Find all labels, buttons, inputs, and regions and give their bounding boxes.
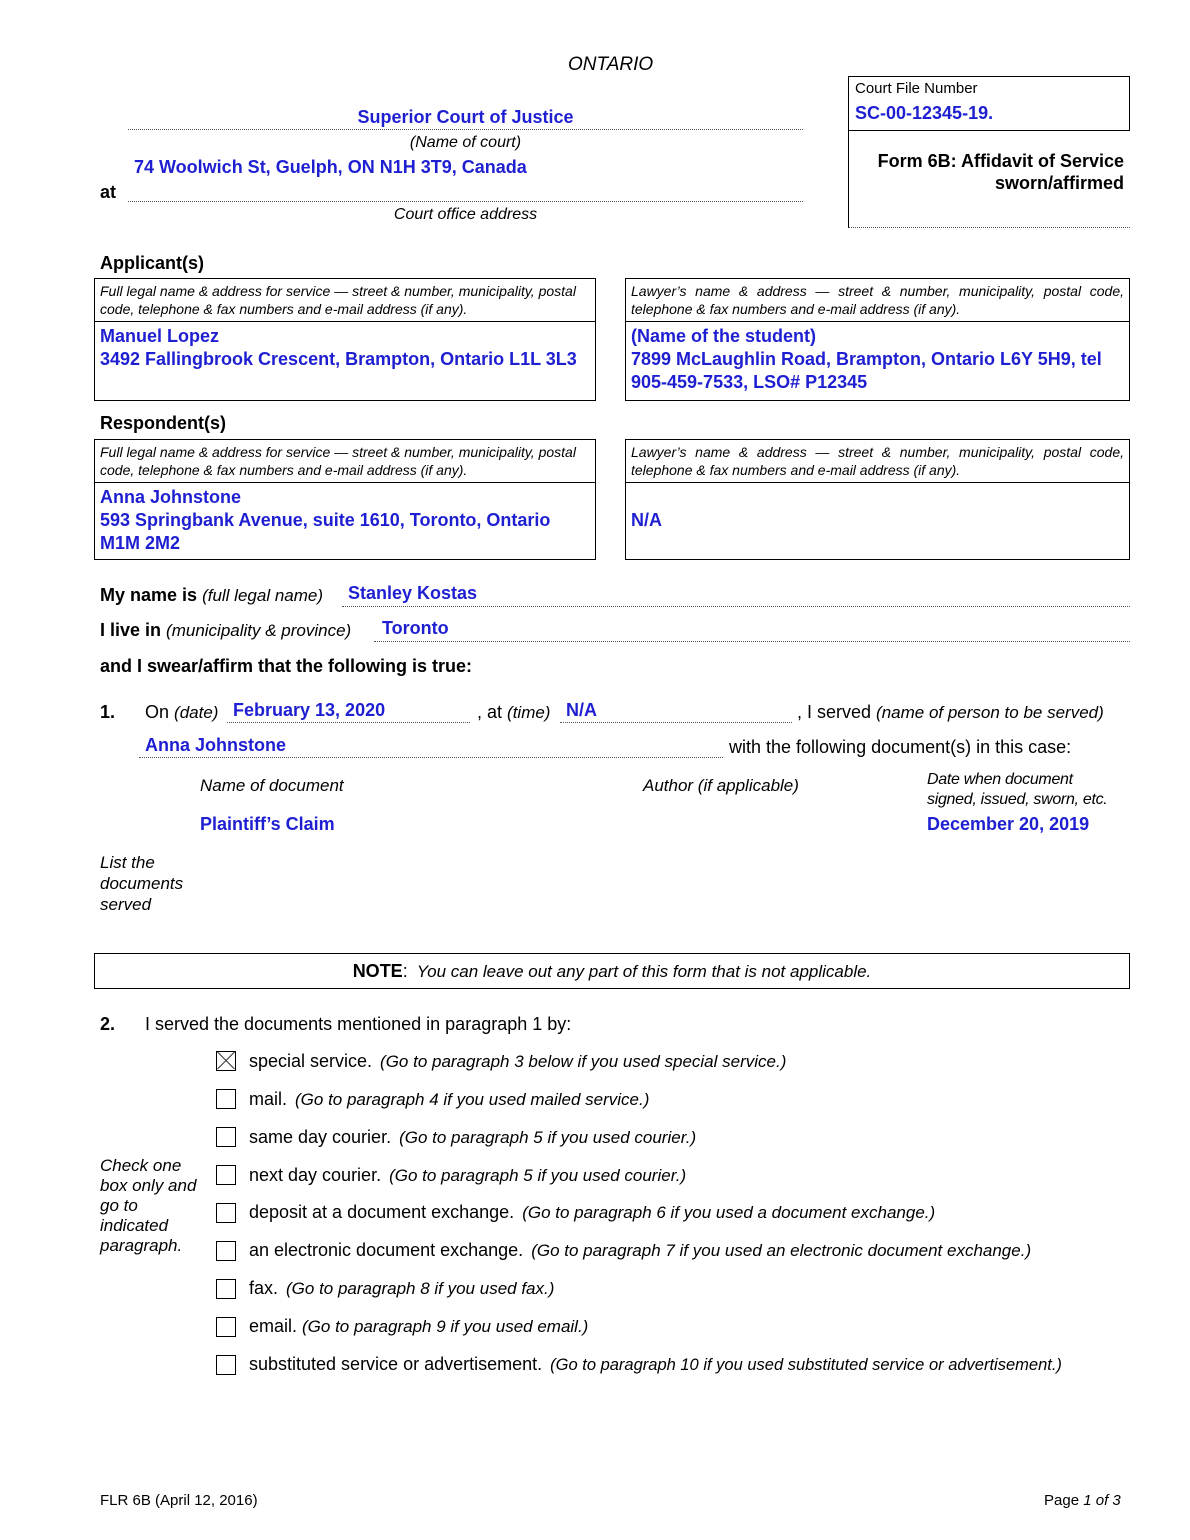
option-hint: (Go to paragraph 5 if you used courier.) — [399, 1128, 697, 1147]
applicant-lawyer-details[interactable] — [626, 322, 1129, 397]
person-hint: (name of person to be served) — [876, 703, 1104, 722]
option-hint: (Go to paragraph 5 if you used courier.) — [389, 1166, 687, 1185]
at-time-label — [477, 702, 550, 723]
deponent-municipality-line — [374, 641, 1130, 642]
court-name-caption: (Name of court) — [409, 134, 522, 151]
court-file-number-box — [848, 76, 1130, 131]
note-label: NOTE — [352, 961, 403, 981]
deponent-name-line — [342, 606, 1130, 607]
respondent-party-box — [94, 439, 596, 560]
person-served-line — [139, 757, 723, 758]
checkbox-same-day-courier[interactable] — [216, 1127, 236, 1147]
applicant-address[interactable]: 3492 Fallingbrook Crescent, Brampton, Ontario L1L 3L3 — [100, 349, 577, 369]
para1-number: 1. — [100, 702, 116, 722]
service-date-field[interactable]: February 13, 2020 — [233, 700, 386, 720]
documents-side-note — [100, 852, 183, 915]
option-email — [249, 1316, 588, 1337]
respondent-party-caption: Full legal name & address for service — street & number, municipality, postal code, telephone & fax numbers and e-mail address (if any). — [95, 440, 595, 483]
option-document-exchange — [249, 1202, 935, 1223]
document-date[interactable]: December 20, 2019 — [927, 814, 1090, 834]
option-label: email. — [249, 1316, 298, 1336]
check-side-note-line: Check one — [100, 1156, 182, 1175]
swear-statement: and I swear/affirm that the following is true: — [100, 656, 473, 676]
documents-side-note-line: List the — [100, 853, 155, 872]
page-label: Page — [1044, 1492, 1080, 1509]
option-mail — [249, 1089, 649, 1110]
live-hint: (municipality & province) — [166, 621, 352, 640]
option-label: same day courier. — [249, 1127, 392, 1147]
documents-side-note-line: served — [100, 895, 152, 914]
applicant-lawyer-caption: Lawyer’s name & address — street & number, municipality, postal code, telephone & fax numbers and e-mail address (if any). — [626, 279, 1129, 322]
service-date-line — [227, 722, 470, 723]
check-side-note-line: paragraph. — [100, 1236, 183, 1255]
on-date-label — [145, 702, 218, 723]
respondent-address[interactable]: 593 Springbank Avenue, suite 1610, Toronto, Ontario M1M 2M2 — [100, 510, 551, 553]
check-side-note-line: indicated — [100, 1216, 169, 1235]
option-label: deposit at a document exchange. — [249, 1202, 515, 1222]
documents-side-note-line: documents — [100, 874, 184, 893]
note-box: NOTE: You can leave out any part of this form that is not applicable. — [94, 953, 1130, 989]
at-label: , at — [477, 702, 503, 722]
option-substituted-service — [249, 1354, 1062, 1375]
applicants-heading: Applicant(s) — [100, 253, 205, 273]
court-name[interactable]: Superior Court of Justice — [357, 107, 574, 127]
option-special-service — [249, 1051, 786, 1072]
para2-number: 2. — [100, 1014, 116, 1034]
applicant-party-caption: Full legal name & address for service — street & number, municipality, postal code, telephone & fax numbers and e-mail address (if any). — [95, 279, 595, 322]
option-hint: (Go to paragraph 3 below if you used special service.) — [380, 1052, 787, 1071]
court-file-number-label: Court File Number — [855, 80, 978, 97]
applicant-party-box — [94, 278, 596, 401]
live-row — [100, 620, 351, 641]
court-file-number[interactable]: SC-00-12345-19. — [855, 103, 994, 123]
time-hint: (time) — [507, 703, 551, 722]
option-hint: (Go to paragraph 8 if you used fax.) — [286, 1279, 555, 1298]
col-date-line2: signed, issued, sworn, etc. — [927, 791, 1108, 808]
court-name-line — [128, 129, 803, 130]
checkbox-document-exchange[interactable] — [216, 1203, 236, 1223]
province-heading: ONTARIO — [568, 54, 654, 75]
check-side-note-line: box only and — [100, 1176, 197, 1195]
para2-intro: I served the documents mentioned in paragraph 1 by: — [145, 1014, 572, 1034]
court-address-caption: Court office address — [393, 206, 538, 223]
respondent-lawyer-value[interactable]: N/A — [631, 510, 662, 530]
with-documents-text: with the following document(s) in this case: — [729, 737, 1072, 757]
option-hint: (Go to paragraph 9 if you used email.) — [302, 1317, 589, 1336]
option-hint: (Go to paragraph 6 if you used a document exchange.) — [522, 1203, 936, 1222]
name-hint: (full legal name) — [202, 586, 324, 605]
check-side-note — [100, 1156, 196, 1256]
checkbox-electronic-document-exchange[interactable] — [216, 1241, 236, 1261]
respondent-lawyer-box — [625, 439, 1130, 560]
option-hint: (Go to paragraph 7 if you used an electronic document exchange.) — [531, 1241, 1032, 1260]
name-label: My name is — [100, 585, 198, 605]
service-time-line — [560, 722, 792, 723]
deponent-name-field[interactable]: Stanley Kostas — [348, 583, 478, 603]
applicant-lawyer-box — [625, 278, 1130, 401]
respondent-party-details[interactable] — [95, 483, 595, 558]
checkbox-mail[interactable] — [216, 1089, 236, 1109]
col-author: Author (if applicable) — [643, 776, 799, 795]
option-label: special service. — [249, 1051, 373, 1071]
form-title-box — [848, 130, 1130, 228]
checkbox-next-day-courier[interactable] — [216, 1165, 236, 1185]
check-side-note-line: go to — [100, 1196, 138, 1215]
served-label-row — [797, 702, 1104, 723]
form-subtitle: sworn/affirmed — [994, 173, 1124, 193]
applicant-party-details[interactable] — [95, 322, 595, 374]
note-text: You can leave out any part of this form that is not applicable. — [416, 962, 872, 981]
applicant-lawyer-address[interactable]: 7899 McLaughlin Road, Brampton, Ontario L6Y 5H9, tel 905-459-7533, LSO# P12345 — [631, 349, 1102, 392]
footer-page — [1044, 1492, 1121, 1509]
option-label: substituted service or advertisement. — [249, 1354, 543, 1374]
live-label: I live in — [100, 620, 162, 640]
option-electronic-document-exchange — [249, 1240, 1031, 1261]
at-label: at — [100, 182, 117, 202]
served-label: , I served — [797, 702, 872, 722]
applicant-lawyer-name[interactable]: (Name of the student) — [631, 326, 817, 346]
checkbox-special-service[interactable] — [216, 1051, 236, 1071]
option-label: fax. — [249, 1278, 279, 1298]
service-time-field[interactable]: N/A — [566, 700, 597, 720]
col-document-name: Name of document — [200, 776, 344, 795]
respondent-lawyer-caption: Lawyer’s name & address — street & number, municipality, postal code, telephone & fax numbers and e-mail address (if any). — [626, 440, 1129, 483]
option-hint: (Go to paragraph 10 if you used substituted service or advertisement.) — [550, 1356, 1062, 1374]
option-fax — [249, 1278, 554, 1299]
court-address-line — [128, 201, 803, 202]
checkbox-email[interactable] — [216, 1317, 236, 1337]
option-label: mail. — [249, 1089, 288, 1109]
court-address[interactable]: 74 Woolwich St, Guelph, ON N1H 3T9, Canada — [134, 157, 527, 177]
applicant-name[interactable]: Manuel Lopez — [100, 326, 220, 346]
option-label: next day courier. — [249, 1165, 382, 1185]
footer-form-id: FLR 6B (April 12, 2016) — [100, 1492, 258, 1509]
checkbox-fax[interactable] — [216, 1279, 236, 1299]
deponent-municipality-field[interactable]: Toronto — [382, 618, 449, 638]
date-hint: (date) — [174, 703, 219, 722]
option-hint: (Go to paragraph 4 if you used mailed service.) — [295, 1090, 650, 1109]
page-number: 1 of 3 — [1083, 1492, 1121, 1509]
option-next-day-courier — [249, 1165, 686, 1186]
option-same-day-courier — [249, 1127, 696, 1148]
respondents-heading: Respondent(s) — [100, 413, 226, 433]
on-label: On — [145, 702, 170, 722]
respondent-name[interactable]: Anna Johnstone — [100, 487, 242, 507]
option-label: an electronic document exchange. — [249, 1240, 524, 1260]
col-date-line1: Date when document — [927, 771, 1073, 788]
person-served-field[interactable]: Anna Johnstone — [145, 735, 287, 755]
form-title: Form 6B: Affidavit of Service — [877, 151, 1124, 171]
name-row — [100, 585, 323, 606]
checkbox-substituted-service[interactable] — [216, 1355, 236, 1375]
document-name[interactable]: Plaintiff’s Claim — [200, 814, 335, 834]
